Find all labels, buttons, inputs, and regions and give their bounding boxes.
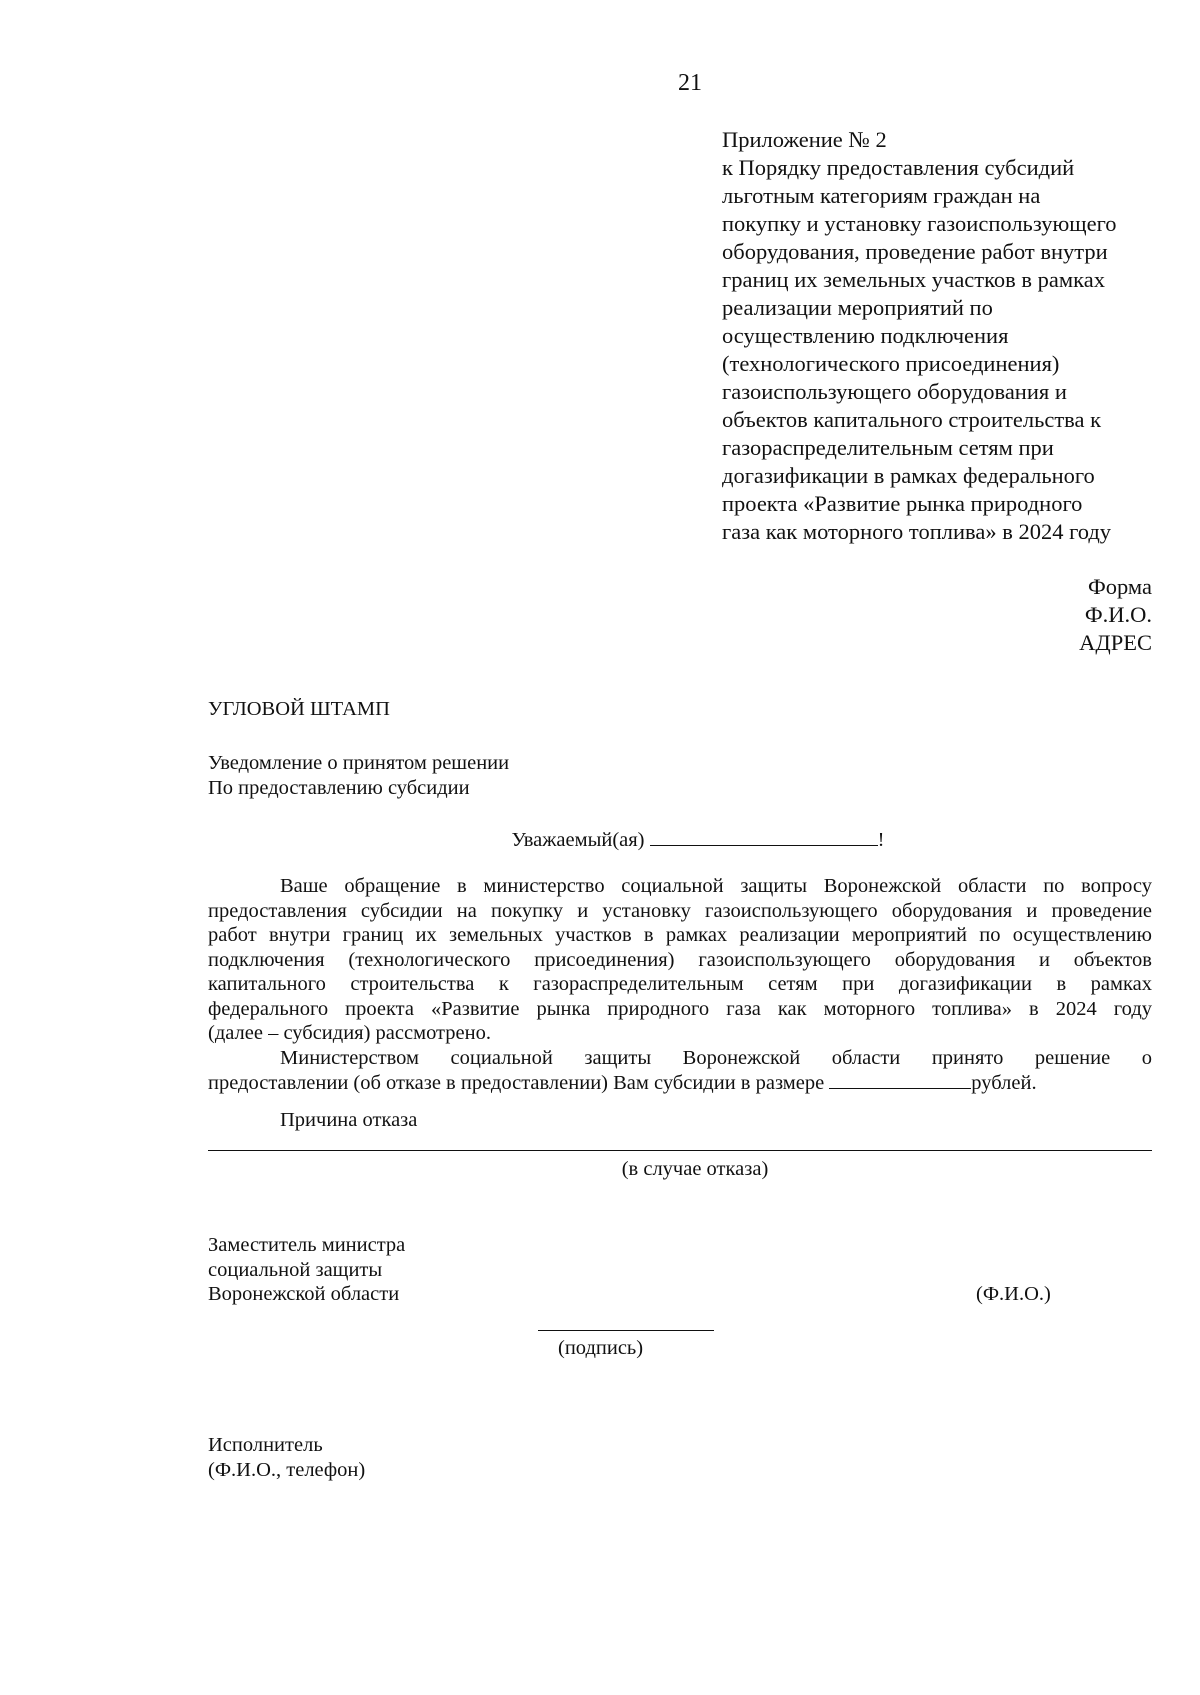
corner-stamp: УГЛОВОЙ ШТАМП: [208, 698, 390, 720]
body-line: подключения (технологического присоединения) газоиспользующего оборудования и объектов: [208, 948, 1152, 971]
amount-blank-line: [829, 1070, 971, 1089]
refusal-case-caption: (в случае отказа): [621, 1158, 769, 1180]
appendix-line: к Порядку предоставления субсидий: [722, 155, 1075, 180]
body-line: (далее – субсидия) рассмотрено.: [208, 1022, 491, 1044]
body-line: федерального проекта «Развитие рынка природного газа как моторного топлива» в 2024 году: [208, 997, 1152, 1020]
recipient-address: АДРЕС: [1079, 630, 1152, 655]
form-block: [1079, 573, 1152, 657]
appendix-line: границ их земельных участков в рамках: [722, 267, 1105, 292]
page-number: 21: [678, 70, 702, 96]
signature-caption: (подпись): [558, 1337, 644, 1359]
appendix-line: газораспределительным сетям при: [722, 435, 1054, 460]
body-line: предоставления субсидии на покупку и установку газоиспользующего оборудования и проведение: [208, 899, 1152, 922]
form-label: Форма: [1087, 574, 1152, 599]
signature-line: [538, 1330, 714, 1331]
name-blank-line: [650, 827, 878, 846]
appendix-header: [722, 126, 1162, 546]
appendix-line: покупку и установку газоиспользующего: [722, 211, 1117, 236]
appendix-line: проекта «Развитие рынка природного: [722, 491, 1083, 516]
body-line: [208, 1070, 1152, 1096]
appendix-line: газа как моторного топлива» в 2024 году: [722, 519, 1112, 544]
letter-body: [208, 874, 1152, 1096]
executor-contact: (Ф.И.О., телефон): [208, 1458, 366, 1481]
refusal-reason-line: [208, 1150, 1152, 1151]
body-line: работ внутри границ их земельных участков в рамках реализации мероприятий по осуществлению: [208, 924, 1152, 946]
appendix-line: осуществлению подключения: [722, 323, 1009, 348]
appendix-line: газоиспользующего оборудования и: [722, 379, 1067, 404]
appendix-title: Приложение № 2: [722, 127, 887, 152]
appendix-line: догазификации в рамках федерального: [722, 463, 1095, 488]
notice-line: Уведомление о принятом решении: [208, 752, 510, 774]
notice-title: [208, 751, 509, 800]
body-line: Ваше обращение в министерство социальной защиты Воронежской области по вопросу: [280, 875, 1152, 897]
signer-position: [208, 1233, 405, 1307]
signer-position-line: социальной защиты: [208, 1258, 383, 1281]
executor-block: [208, 1433, 365, 1482]
appendix-line: (технологического присоединения): [722, 351, 1060, 376]
amount-prefix: предоставлении (об отказе в предоставлении) Вам субсидии в размере: [208, 1072, 825, 1094]
signer-fio: (Ф.И.О.): [976, 1283, 1051, 1305]
appendix-line: объектов капитального строительства к: [722, 407, 1102, 432]
greeting: [0, 827, 1200, 853]
body-line: капитального строительства к газораспределительным сетям при догазификации в рамках: [208, 973, 1152, 995]
executor-label: Исполнитель: [208, 1434, 323, 1456]
amount-suffix: рублей.: [971, 1072, 1037, 1094]
body-line: Министерством социальной защиты Воронежской области принято решение о: [280, 1046, 1152, 1069]
appendix-line: реализации мероприятий по: [722, 295, 993, 320]
greeting-suffix: !: [877, 829, 885, 851]
recipient-fio: Ф.И.О.: [1084, 602, 1152, 627]
appendix-line: льготным категориям граждан на: [722, 183, 1041, 208]
refusal-reason-label: Причина отказа: [280, 1109, 418, 1131]
signer-position-line: Заместитель министра: [208, 1234, 406, 1256]
appendix-line: оборудования, проведение работ внутри: [722, 239, 1108, 264]
notice-line: По предоставлению субсидии: [208, 776, 470, 799]
greeting-prefix: Уважаемый(ая): [511, 829, 645, 851]
signer-position-line: Воронежской области: [208, 1283, 400, 1305]
